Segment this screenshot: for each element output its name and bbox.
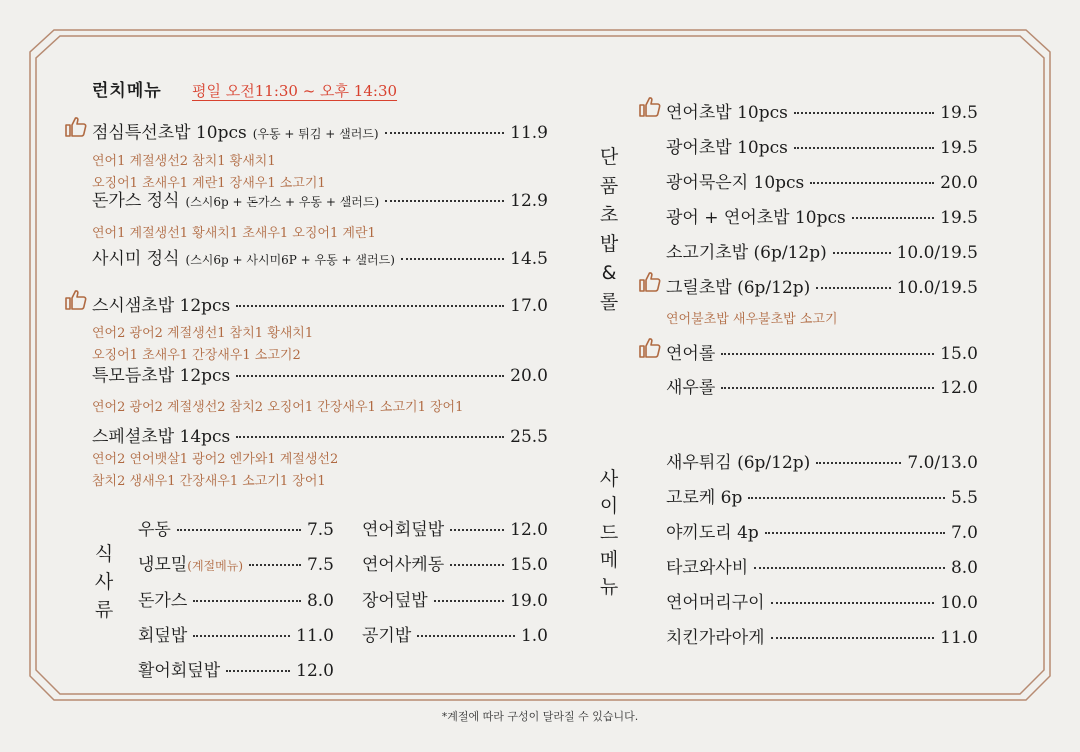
item-price: 12.9 [510,191,548,211]
item-composition: 연어2 광어2 계절생선2 참치2 오징어1 간장새우1 소고기1 장어1 [92,400,464,415]
menu-item [666,168,978,193]
item-composition: 참치2 생새우1 간장새우1 소고기1 장어1 [92,474,326,489]
item-price: 10.0 [940,593,978,613]
item-name: 연어초밥 10pcs [666,103,788,123]
menu-item [666,203,978,228]
dot-leader [249,564,301,566]
menu-item [92,422,548,447]
item-price: 15.0 [940,344,978,364]
menu-item [92,244,548,269]
menu-item [666,483,978,508]
dot-leader [385,132,505,134]
item-name: 활어회덮밥 [138,661,221,681]
menu-item [666,339,978,364]
item-composition: 오징어1 초새우1 간장새우1 소고기2 [92,348,301,363]
menu-item [666,588,978,613]
thumbs-up-icon [638,336,662,360]
item-name: 새우튀김 (6p/12p) [666,453,811,473]
item-name: 장어덮밥 [362,591,428,611]
item-price: 7.0 [950,523,978,543]
dot-leader [401,258,504,260]
dot-leader [794,147,934,149]
menu-item [362,621,548,646]
item-name: 치킨가라아게 [666,628,765,648]
dot-leader [748,497,945,499]
item-price: 20.0 [510,366,548,386]
item-name: 광어초밥 10pcs [666,138,788,158]
item-price: 7.0/13.0 [907,453,978,473]
dot-leader [236,305,504,307]
dot-leader [754,567,945,569]
item-price: 15.0 [510,555,548,575]
menu-item [92,118,548,143]
item-name: 단품초밥&롤 [599,146,619,313]
menu-item [138,550,334,575]
item-name: 광어묵은지 10pcs [666,173,805,193]
item-price: 11.9 [510,123,548,143]
item-composition: 연어2 광어2 계절생선1 참치1 황새치1 [92,326,314,341]
menu-item [138,515,334,540]
item-name: 점심특선초밥 10pcs [92,123,247,143]
dot-leader [434,600,504,602]
menu-item [138,621,334,646]
meals-section-label [92,540,116,624]
item-name: (스시6p + 사시미6P + 우동 + 샐러드) [185,253,395,267]
menu-item [666,133,978,158]
menu-item [138,586,334,611]
item-name: 연어회덮밥 [362,520,445,540]
item-price: 11.0 [940,628,978,648]
item-composition: 연어1 계절생선2 참치1 황새치1 [92,154,276,169]
dot-leader [833,252,891,254]
dot-leader [852,217,934,219]
dot-leader [417,635,515,637]
item-name: (스시6p + 돈가스 + 우동 + 샐러드) [185,195,380,209]
dot-leader [765,532,945,534]
item-price: 1.0 [520,626,548,646]
item-price: 14.5 [510,249,548,269]
item-price: 8.0 [950,558,978,578]
item-name: 식사류 [94,543,114,621]
item-price: 12.0 [296,661,334,681]
menu-item [666,98,978,123]
item-price: 5.5 [950,488,978,508]
item-name: 타코와사비 [666,558,749,578]
lunch-title: 런치메뉴 [92,81,162,101]
menu-item [92,361,548,386]
lunch-hours: 평일 오전11:30 ~ 오후 14:30 [192,82,398,100]
menu-item [92,291,548,316]
item-price: 7.5 [306,520,334,540]
menu-item [666,238,978,263]
item-name: 회덮밥 [138,626,188,646]
dot-leader [450,564,504,566]
dot-leader [816,462,901,464]
menu-item [666,553,978,578]
item-price: 19.0 [510,591,548,611]
dot-leader [236,436,504,438]
thumbs-up-icon [638,95,662,119]
item-composition: 연어1 계절생선1 황새치1 초새우1 오징어1 계란1 [92,226,376,241]
menu-item [666,448,978,473]
item-name: 그릴초밥 (6p/12p) [666,278,811,298]
item-name: 냉모밀 [138,555,188,575]
item-name: 연어롤 [666,344,716,364]
item-name: 소고기초밥 (6p/12p) [666,243,827,263]
item-name: 광어 + 연어초밥 10pcs [666,208,846,228]
item-price: 10.0/19.5 [896,243,978,263]
item-name: 연어사케동 [362,555,445,575]
item-name: 특모듬초밥 12pcs [92,366,231,386]
item-name: 연어머리구이 [666,593,765,613]
dot-leader [385,200,504,202]
item-composition: 연어2 연어뱃살1 광어2 엔가와1 계절생선2 [92,452,339,467]
dot-leader [450,529,504,531]
thumbs-up-icon [64,288,88,312]
item-name: 스시샘초밥 12pcs [92,296,231,316]
dot-leader [193,600,301,602]
dot-leader [177,529,301,531]
thumbs-up-icon [638,270,662,294]
item-price: 25.5 [510,427,548,447]
dot-leader [193,635,290,637]
menu-item [666,373,978,398]
side-section-label [597,466,621,601]
item-price: 8.0 [306,591,334,611]
item-name: 고로케 6p [666,488,743,508]
menu-item [138,656,334,681]
item-name: 야끼도리 4p [666,523,759,543]
item-price: 20.0 [940,173,978,193]
menu-item [362,586,548,611]
dot-leader [236,375,504,377]
item-price: 12.0 [940,378,978,398]
dot-leader [721,387,934,389]
dot-leader [810,182,934,184]
menu-item [362,515,548,540]
dot-leader [721,353,934,355]
item-price: 19.5 [940,138,978,158]
menu-item [666,623,978,648]
dot-leader [771,637,935,639]
thumbs-up-icon [64,115,88,139]
item-price: 12.0 [510,520,548,540]
item-note: (계절메뉴) [187,559,244,573]
item-name: 공기밥 [362,626,412,646]
sushi-section-label [597,143,621,317]
item-price: 11.0 [296,626,334,646]
item-name: (우동 + 튀김 + 샐러드) [252,127,379,141]
footer-note: *계절에 따라 구성이 달라질 수 있습니다. [441,710,639,723]
item-price: 10.0/19.5 [896,278,978,298]
item-price: 19.5 [940,103,978,123]
dot-leader [226,670,290,672]
item-composition: 오징어1 초새우1 계란1 장새우1 소고기1 [92,176,326,191]
menu-item [362,550,548,575]
menu-item [92,186,548,211]
dot-leader [794,112,934,114]
menu-item [666,518,978,543]
dot-leader [816,287,890,289]
item-name: 스페셜초밥 14pcs [92,427,231,447]
item-composition: 연어불초밥 새우불초밥 소고기 [666,312,838,327]
item-price: 17.0 [510,296,548,316]
dot-leader [771,602,935,604]
item-name: 돈가스 정식 [92,191,180,211]
item-name: 사시미 정식 [92,249,180,269]
item-price: 19.5 [940,208,978,228]
menu-item [666,273,978,298]
item-name: 사이드메뉴 [599,468,619,598]
item-name: 새우롤 [666,378,716,398]
item-name: 우동 [138,520,171,540]
item-name: 돈가스 [138,591,188,611]
item-price: 7.5 [306,555,334,575]
